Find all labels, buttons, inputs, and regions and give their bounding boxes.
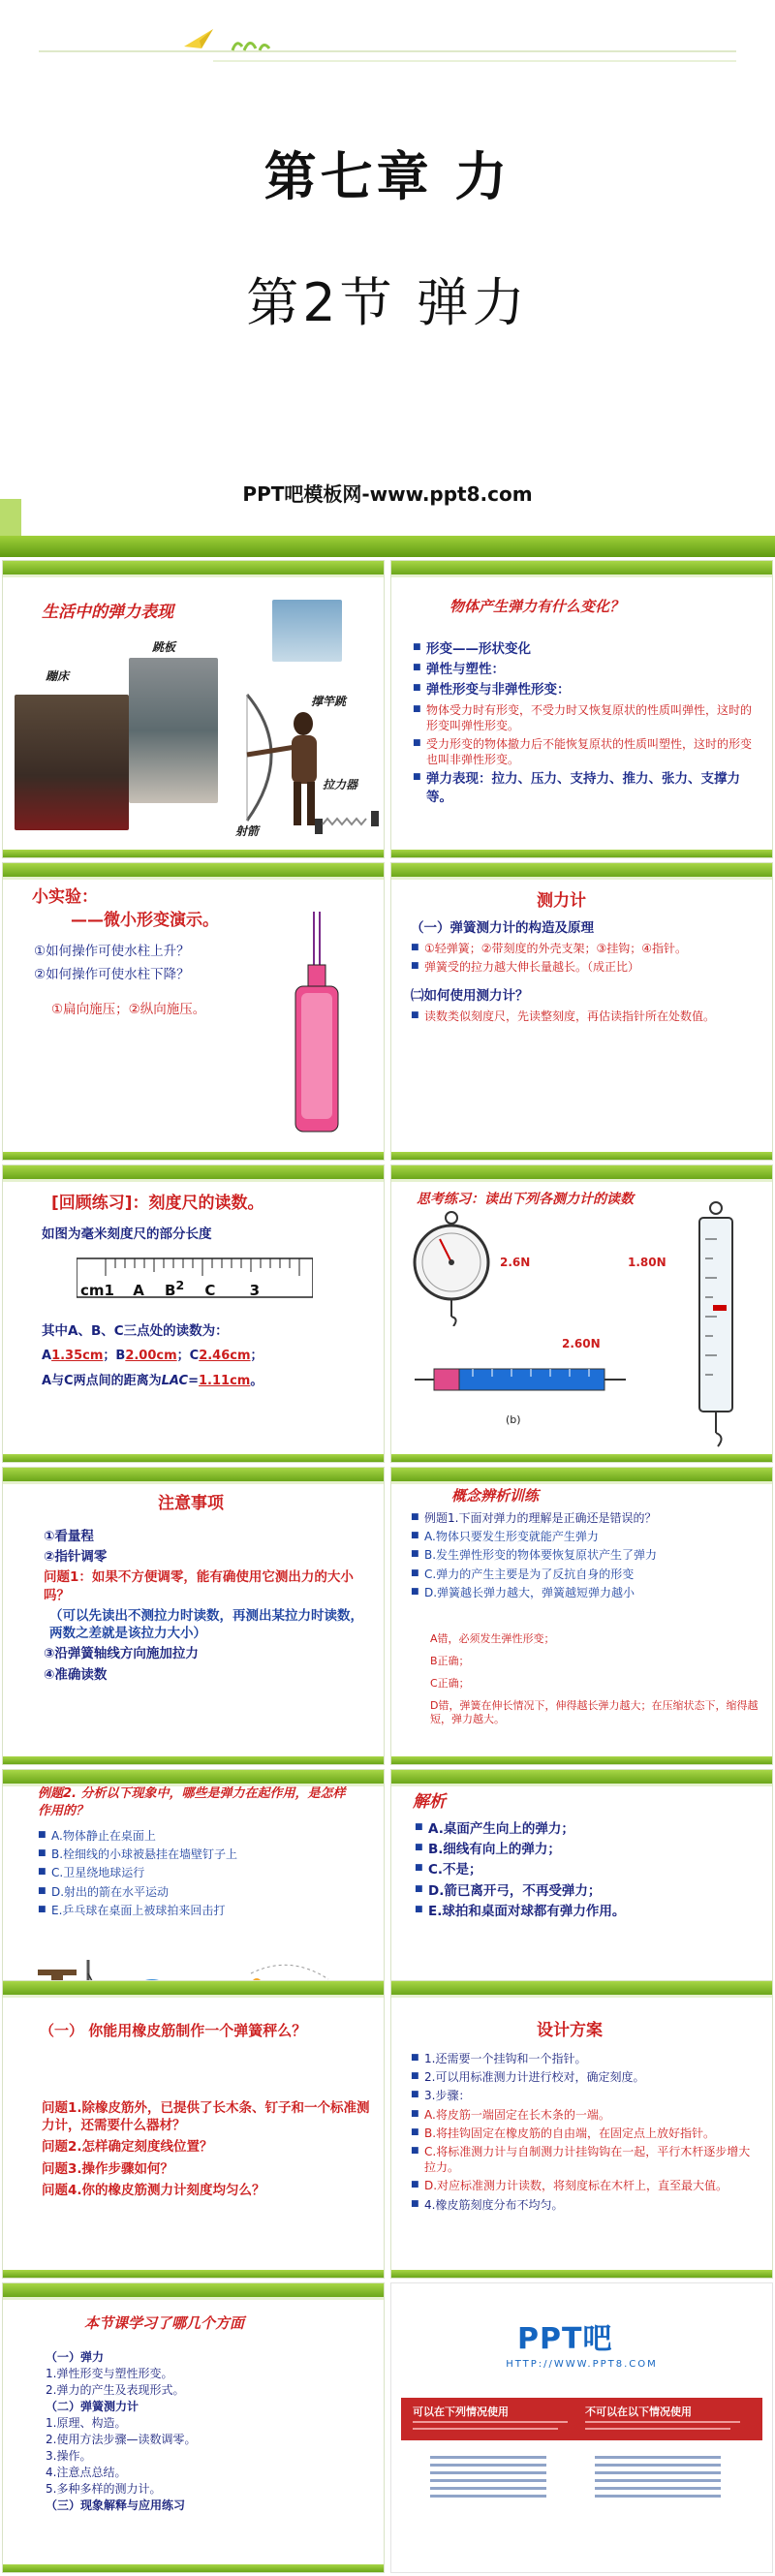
list-item: ■ 弹性与塑性： xyxy=(413,661,761,678)
label-expander: 拉力器 xyxy=(323,778,358,791)
option: ■ D.弹簧越长弹力越大，弹簧越短弹力越小 xyxy=(411,1585,761,1600)
reading-question: 其中A、B、C三点处的读数为： xyxy=(42,1323,229,1339)
slide-title: （一） 你能用橡皮筋制作一个弹簧秤么？ xyxy=(40,2022,307,2039)
bottom-bar xyxy=(0,536,775,557)
horizontal-gauge-icon xyxy=(415,1355,628,1404)
list-item: ■ 2.可以用标准测力计进行校对，确定刻度。 xyxy=(411,2069,761,2085)
label-archery: 射箭 xyxy=(235,824,260,838)
ruler-label: 3 xyxy=(249,1282,261,1299)
list-item: （一）弹力 xyxy=(46,2350,105,2364)
reading-3: 2.60N xyxy=(562,1337,601,1350)
decor-line xyxy=(213,60,736,62)
value-b: 2.00cm xyxy=(125,1349,177,1363)
slide-subtitle: ——微小形变演示。 xyxy=(71,911,219,930)
slide-summary xyxy=(2,2282,385,2573)
answer-list xyxy=(430,1632,760,1727)
label-b: ；B xyxy=(103,1349,126,1363)
list-item: 3.操作。 xyxy=(46,2449,92,2464)
answer: ①扁向施压；②纵向施压。 xyxy=(51,1002,206,1018)
punct: 。 xyxy=(250,1374,264,1388)
slide-ruler-reading xyxy=(2,1164,385,1463)
list-item: 2.弹力的产生及表现形式。 xyxy=(46,2383,185,2398)
slide-title: 物体产生弹力有什么变化？ xyxy=(450,598,625,615)
ruler-intro: 如图为毫米刻度尺的部分长度 xyxy=(42,1226,212,1242)
logo-text: PPT吧 xyxy=(517,2322,613,2356)
decor-line xyxy=(39,50,736,52)
content xyxy=(411,919,761,1027)
content-list xyxy=(413,640,761,809)
slide-precautions xyxy=(2,1467,385,1765)
list-item: 问题1.除橡皮筋外，已提供了长木条、钉子和一个标准测力计，还需要什么器材？ xyxy=(42,2100,370,2134)
list-item: （可以先读出不测拉力时读数，再测出某拉力时读数，两数之差就是该拉力大小） xyxy=(49,1607,363,1642)
tube-gauge-icon xyxy=(692,1200,740,1452)
list-item: ■ C.不是； xyxy=(415,1861,763,1878)
list-item: ■ 受力形变的物体撤力后不能恢复原状的性质叫塑性，这时的形变也叫非弹性形变。 xyxy=(413,736,761,767)
ruler-labels xyxy=(80,1278,313,1299)
right-heading: 不可以在以下情况使用 xyxy=(585,2405,692,2418)
option: ■ C.弹力的产生主要是为了反抗自身的形变 xyxy=(411,1567,761,1582)
question: ■ 例题1.下面对弹力的理解是正确还是错误的？ xyxy=(411,1510,761,1526)
list-item: ④准确读数 xyxy=(44,1666,108,1683)
dial-gauge-icon xyxy=(411,1210,492,1326)
title-slide xyxy=(0,0,775,557)
list-item: ■ 读数类似刻度尺，先读整刻度，再估读指针所在处数值。 xyxy=(411,1009,761,1024)
list-item: ■ D.对应标准测力计读数，将刻度标在木杆上，直至最大值。 xyxy=(411,2178,761,2193)
slide-title: 生活中的弹力表现 xyxy=(42,603,173,622)
slide-title: 解析 xyxy=(413,1792,446,1812)
slide-micro-deformation xyxy=(2,862,385,1161)
slide-concept-check xyxy=(390,1467,773,1765)
distance-var: LAC xyxy=(161,1374,189,1388)
value-a: 1.35cm xyxy=(51,1349,104,1363)
analysis-list xyxy=(415,1820,763,1923)
reading-2: 1.80N xyxy=(628,1256,666,1269)
left-heading: 可以在下列情况使用 xyxy=(413,2405,509,2418)
chapter-title: 第七章 力 xyxy=(264,146,512,207)
label-pole-vault: 撑竿跳 xyxy=(311,695,347,708)
answer: B正确； xyxy=(430,1654,470,1667)
equals: = xyxy=(188,1374,200,1388)
label-trampoline: 蹦床 xyxy=(46,669,70,683)
answer: D错，弹簧在伸长情况下，伸得越长弹力越大；在压缩状态下，缩得越短，弹力越大。 xyxy=(430,1698,759,1726)
ruler-label: 2 xyxy=(175,1278,185,1292)
slide-title: 小实验： xyxy=(32,887,98,907)
list-item: ■ 物体受力时有形变，不受力时又恢复原状的性质叫弹性，这时的形变叫弹性形变。 xyxy=(413,702,761,733)
ruler-label: cm1 xyxy=(80,1282,114,1299)
ruler-label: B xyxy=(165,1282,176,1299)
distance-value: 1.11cm xyxy=(199,1374,251,1388)
slide-elastic-change xyxy=(390,560,773,858)
option: ■ B.发生弹性形变的物体要恢复原状产生了弹力 xyxy=(411,1547,761,1563)
option: ■ D.射出的箭在水平运动 xyxy=(38,1884,367,1900)
list-item: ■ 弹力表现：拉力、压力、支持力、推力、张力、支撑力等。 xyxy=(413,770,761,805)
slide-title: 概念辨析训练 xyxy=(451,1487,540,1505)
question-list xyxy=(411,1510,761,1603)
list-item: ■ D.箭已离开弓，不再受弹力； xyxy=(415,1882,763,1900)
slide-title: 例题2. 分析以下现象中，哪些是弹力在起作用，是怎样作用的？ xyxy=(38,1786,346,1819)
question-1: ①如何操作可使水柱上升？ xyxy=(34,944,190,959)
punct: ； xyxy=(250,1349,264,1363)
question-list xyxy=(42,2099,371,2199)
list-item: 1.弹性形变与塑性形变。 xyxy=(46,2367,173,2381)
label-a: A xyxy=(42,1349,52,1363)
slide-title: [回顾练习]：刻度尺的读数。 xyxy=(51,1194,264,1213)
logo-url: HTTP://WWW.PPT8.COM xyxy=(506,2359,658,2370)
list-item: 问题1：如果不方便调零，能有确使用它测出力的大小吗？ xyxy=(44,1569,354,1603)
option-list xyxy=(38,1828,367,1921)
list-item: ■ 弹簧受的拉力越大伸长量越长。（成正比） xyxy=(411,959,761,975)
slide-elastic-examples xyxy=(2,560,385,858)
list-item: 问题4.你的橡皮筋测力计刻度均匀么？ xyxy=(42,2182,265,2198)
answer: A错，必须发生弹性形变； xyxy=(430,1632,555,1645)
reading-answers xyxy=(42,1348,264,1365)
link-column-left xyxy=(430,2456,546,2502)
list-item: （三）现象解释与应用练习 xyxy=(46,2498,186,2513)
option: ■ C.卫星绕地球运行 xyxy=(38,1865,367,1880)
label-diving-board: 跳板 xyxy=(152,640,176,654)
list-item: ■ A.将皮筋一端固定在长木条的一端。 xyxy=(411,2107,761,2123)
question-2: ②如何操作可使水柱下降？ xyxy=(34,967,190,983)
slide-gauge-readings xyxy=(390,1164,773,1463)
reading-1: 2.6N xyxy=(500,1256,531,1269)
option: ■ A.物体只要发生形变就能产生弹力 xyxy=(411,1529,761,1544)
slide-title: 注意事项 xyxy=(158,1494,224,1513)
slide-ppt8-ad xyxy=(390,2282,773,2573)
slide-title: 测力计 xyxy=(537,891,586,911)
heading: ㈡如何使用测力计？ xyxy=(411,987,529,1004)
questions xyxy=(34,943,276,1019)
distance-label: A与C两点间的距离为 xyxy=(42,1374,162,1388)
distance-answer xyxy=(42,1373,263,1390)
pole-vault-photo xyxy=(272,600,342,662)
list-item: 5.多种多样的测力计。 xyxy=(46,2482,162,2497)
value-c: 2.46cm xyxy=(199,1349,251,1363)
list-item: 2.使用方法步骤—读数调零。 xyxy=(46,2433,197,2447)
option: ■ B.栓细线的小球被悬挂在墙壁钉子上 xyxy=(38,1847,367,1862)
slide-design-plan xyxy=(390,1980,773,2279)
list-item: ③沿弹簧轴线方向施加拉力 xyxy=(44,1646,199,1662)
list-item: 问题2.怎样确定刻度线位置？ xyxy=(42,2139,213,2156)
answer: C正确； xyxy=(430,1676,470,1690)
list-item: 4.注意点总结。 xyxy=(46,2466,127,2480)
list-item: ■ E.球拍和桌面对球都有弹力作用。 xyxy=(415,1903,763,1920)
plan-list xyxy=(411,2051,761,2216)
site-url: PPT吧模板网-www.ppt8.com xyxy=(242,482,533,506)
list-item: ■ B.细线有向上的弹力； xyxy=(415,1841,763,1858)
list-item: ■ B.将挂钩固定在橡皮筋的自由端，在固定点上放好指针。 xyxy=(411,2126,761,2141)
slide-title: 设计方案 xyxy=(537,2021,603,2040)
list-item: ■ C.将标准测力计与自制测力计挂钩钩在一起，平行木杆逐步增大拉力。 xyxy=(411,2144,761,2175)
slide-force-gauge xyxy=(390,862,773,1161)
bottle-icon xyxy=(284,912,352,1144)
trampoline-photo xyxy=(15,695,129,830)
list-item: 1.原理、构造。 xyxy=(46,2416,127,2431)
option: ■ E.乒乓球在桌面上被球拍来回击打 xyxy=(38,1903,367,1918)
list-item: ■ 弹性形变与非弹性形变： xyxy=(413,681,761,698)
logo xyxy=(517,2314,612,2357)
precaution-list xyxy=(44,1528,369,1684)
heading: （一）弹簧测力计的构造及原理 xyxy=(411,920,594,936)
option: ■ A.物体静止在桌面上 xyxy=(38,1828,367,1844)
list-item: ■ ①轻弹簧；②带刻度的外壳支架；③挂钩；④指针。 xyxy=(411,941,761,956)
list-item: ①看量程 xyxy=(44,1529,94,1544)
notice-banner xyxy=(401,2398,762,2440)
ruler-label: A xyxy=(133,1282,144,1299)
paper-plane-icon xyxy=(174,17,291,56)
list-item: （二）弹簧测力计 xyxy=(46,2400,140,2414)
slide-title: 思考练习：读出下列各测力计的读数 xyxy=(417,1192,634,1207)
section-title: 第2节 弹力 xyxy=(246,272,529,333)
list-item: 问题3.操作步骤如何？ xyxy=(42,2160,174,2177)
list-item: ■ 形变——形状变化 xyxy=(413,640,761,658)
link-column-right xyxy=(595,2456,721,2502)
list-item: ■ 4.橡皮筋刻度分布不均匀。 xyxy=(411,2197,761,2213)
ruler-label: C xyxy=(204,1282,216,1299)
list-item: ■ 1.还需要一个挂钩和一个指针。 xyxy=(411,2051,761,2066)
list-item: ■ A.桌面产生向上的弹力； xyxy=(415,1820,763,1838)
label-c: ；C xyxy=(176,1349,200,1363)
expander-icon xyxy=(313,805,381,844)
list-item: ②指针调零 xyxy=(44,1549,108,1566)
list-item: ■ 3.步骤： xyxy=(411,2088,761,2103)
diving-photo xyxy=(129,658,218,803)
caption-b: (b) xyxy=(506,1413,521,1426)
slide-rubber-band-scale xyxy=(2,1980,385,2279)
slide-title: 本节课学习了哪几个方面 xyxy=(84,2314,245,2332)
summary-list xyxy=(46,2349,365,2514)
